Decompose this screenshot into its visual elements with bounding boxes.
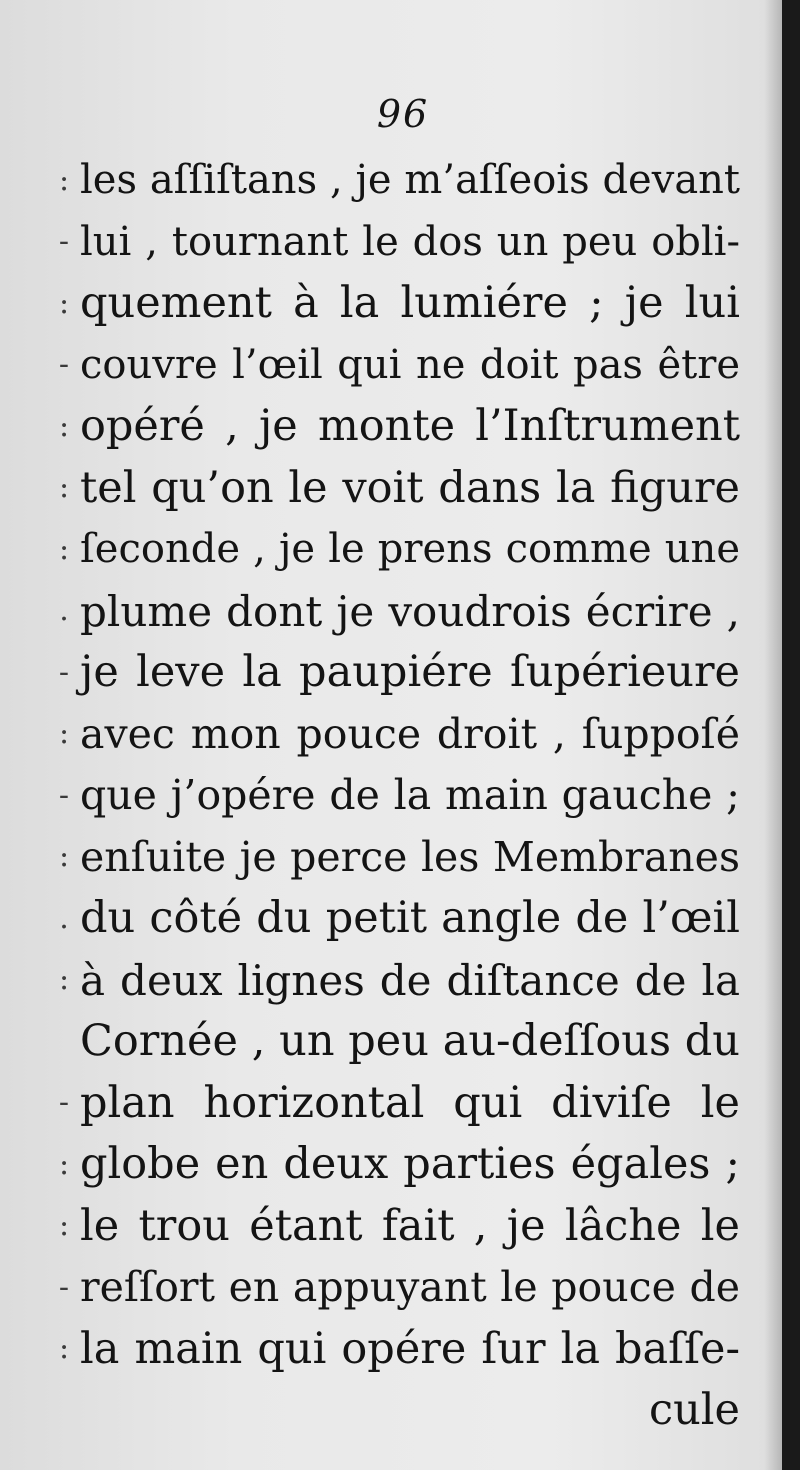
margin-mark: : <box>58 286 70 321</box>
text-line: avec mon pouce droit , ſuppoſé <box>80 709 740 758</box>
margin-mark: - <box>58 347 70 382</box>
margin-mark: - <box>58 655 70 690</box>
text-line: que j’opére de la main gauche ; <box>80 771 740 819</box>
text-line: je leve la paupiére ſupérieure <box>80 647 740 697</box>
margin-mark: : <box>58 1147 70 1182</box>
text-line: globe en deux parties égales ; <box>80 1139 740 1189</box>
margin-mark: : <box>58 1331 70 1366</box>
margin-mark: : <box>58 532 70 567</box>
margin-mark: : <box>58 839 70 874</box>
body-text <box>80 150 740 1442</box>
text-line: lui , tournant le dos un peu obli- <box>80 218 740 265</box>
text-line: à deux lignes de diſtance de la <box>80 955 740 1005</box>
catchword-line <box>80 1380 740 1442</box>
text-line: enſuite je perce les Membranes <box>80 832 740 881</box>
text-line: tel qu’on le voit dans la figure <box>80 462 740 513</box>
margin-mark: : <box>58 716 70 751</box>
margin-mark: : <box>58 163 70 198</box>
margin-mark: - <box>58 778 70 813</box>
text-line: le trou étant fait , je lâche le <box>80 1200 740 1251</box>
margin-mark: : <box>58 962 70 997</box>
text-line: reſſort en appuyant le pouce de <box>80 1263 740 1311</box>
text-line: la main qui opére ſur la baſſe- <box>80 1323 740 1374</box>
text-line: plume dont je voudrois écrire , <box>80 586 740 636</box>
text-line: ſeconde , je le prens comme une <box>80 526 740 572</box>
margin-mark: - <box>58 224 70 259</box>
margin-mark: . <box>59 901 69 936</box>
text-line: Cornée , un peu au-deſſous du <box>80 1016 740 1066</box>
text-line: du côté du petit angle de l’œil <box>80 893 740 943</box>
margin-mark: . <box>59 593 69 628</box>
text-line: couvre l’œil qui ne doit pas être <box>80 341 740 388</box>
text-line: plan horizontal qui diviſe le <box>80 1077 740 1128</box>
text-line: quement à la lumiére ; je lui <box>80 278 740 328</box>
text-line: les aſſiſtans , je m’aſſeois devant <box>80 157 740 203</box>
margin-mark: : <box>58 470 70 505</box>
margin-mark: : <box>58 1208 70 1243</box>
page-number: 96 <box>376 92 430 136</box>
margin-mark: : <box>58 409 70 444</box>
text-line: opéré , je monte l’Inſtrument <box>80 401 740 451</box>
catchword: cule <box>649 1385 740 1435</box>
margin-mark: - <box>58 1270 70 1305</box>
margin-mark: - <box>58 1085 70 1120</box>
